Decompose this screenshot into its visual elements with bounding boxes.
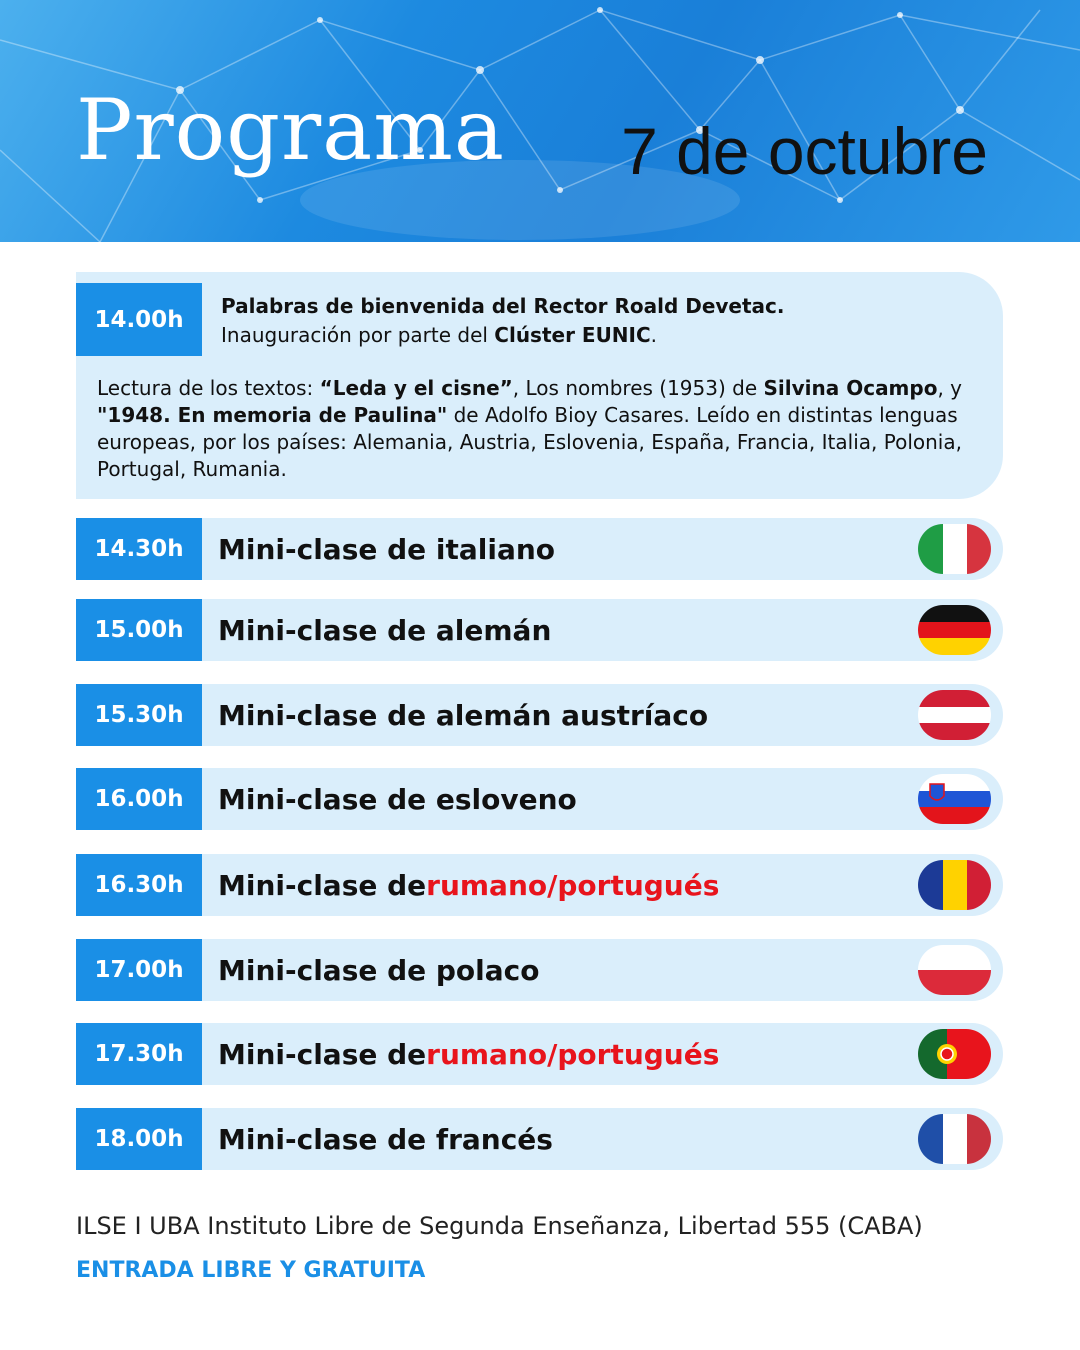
reading-author-1: Silvina Ocampo <box>763 376 938 400</box>
session-row <box>76 1108 1003 1170</box>
session-title: Mini-clase de francés <box>218 1122 553 1156</box>
intro-block <box>76 272 1003 499</box>
france-flag-icon <box>918 1114 991 1164</box>
romania-flag-icon <box>918 860 991 910</box>
session-row <box>76 518 1003 580</box>
austria-flag-icon <box>918 690 991 740</box>
italy-flag-icon <box>918 524 991 574</box>
session-row <box>76 684 1003 746</box>
time-badge: 16.00h <box>76 768 202 830</box>
event-date: 7 de octubre <box>621 114 988 188</box>
welcome-line: Palabras de bienvenida del Rector Roald Devetac. <box>221 294 785 318</box>
session-row <box>76 1023 1003 1085</box>
reading-prefix: Lectura de los textos: <box>97 376 320 400</box>
header-banner <box>0 0 1080 242</box>
time-badge: 14.00h <box>76 283 202 356</box>
reading-description <box>97 375 977 483</box>
session-row <box>76 854 1003 916</box>
session-row <box>76 599 1003 661</box>
inauguration-suffix: . <box>650 323 658 347</box>
session-title: Mini-clase de alemán <box>218 613 552 647</box>
session-row <box>76 768 1003 830</box>
session-title: Mini-clase de italiano <box>218 532 556 566</box>
session-title: Mini-clase de rumano/portugués <box>218 1037 720 1071</box>
time-badge: 17.30h <box>76 1023 202 1085</box>
reading-title-1: “Leda y el cisne” <box>319 376 513 400</box>
reading-text-3: de Adolfo Bioy Casares. Leído en distintas lenguas europeas, por los países: Alemania, Austria, Eslovenia, España, Francia, Italia, Polonia, Portugal, Rumania. <box>97 403 962 481</box>
time-badge: 15.30h <box>76 684 202 746</box>
time-badge: 15.00h <box>76 599 202 661</box>
portugal-flag-icon <box>918 1029 991 1079</box>
session-title: Mini-clase de esloveno <box>218 782 577 816</box>
reading-text-2: , y <box>937 376 963 400</box>
session-row <box>76 939 1003 1001</box>
venue-address: ILSE I UBA Instituto Libre de Segunda Enseñanza, Libertad 555 (CABA) <box>76 1212 923 1240</box>
inauguration-prefix: Inauguración por parte del <box>221 323 495 347</box>
time-badge: 16.30h <box>76 854 202 916</box>
slovenia-flag-icon <box>918 774 991 824</box>
session-title: Mini-clase de rumano/portugués <box>218 868 720 902</box>
time-badge: 18.00h <box>76 1108 202 1170</box>
session-title: Mini-clase de alemán austríaco <box>218 698 709 732</box>
inauguration-cluster: Clúster EUNIC <box>494 323 651 347</box>
entry-notice: ENTRADA LIBRE Y GRATUITA <box>76 1258 426 1283</box>
time-badge: 17.00h <box>76 939 202 1001</box>
session-title: Mini-clase de polaco <box>218 953 540 987</box>
germany-flag-icon <box>918 605 991 655</box>
reading-title-2: "1948. En memoria de Paulina" <box>97 403 448 427</box>
welcome-text <box>221 292 981 350</box>
page-title: Programa <box>76 81 505 179</box>
time-badge: 14.30h <box>76 518 202 580</box>
poland-flag-icon <box>918 945 991 995</box>
reading-text-1: , Los nombres (1953) de <box>512 376 764 400</box>
